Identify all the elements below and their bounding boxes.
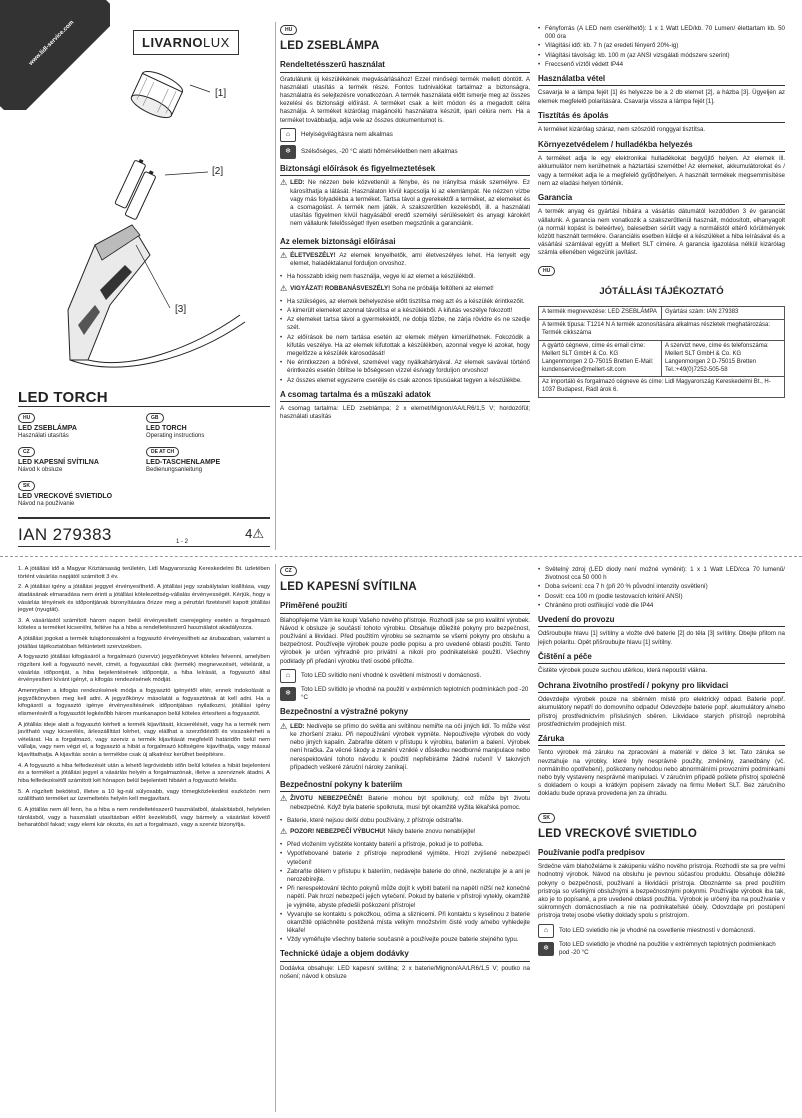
bottom-spread (0, 560, 802, 1118)
list-item: • Az előírások be nem tartása esetén az elemek mélyen kimerülhetnek. Fokozódik a kifutás veszélye. Ha az elemek kifutottak a készülékben, azonnal vegye ki azokat, hogy megelőzze a készülék károsodását! (280, 334, 530, 359)
country-badge: HU (18, 413, 35, 423)
paragraph: Tento výrobek má záruku na zpracování a materiál v délce 3 let. Tato záruka se nevztahuje na výrobky, které byly nesprávně použity, změněny, zanedbány (vč. normálního opotřebení), poškozeny nehodou nebo abnormálními provozními podmínkami nebo byly vystaveny nesprávné manipulaci. V záručním případě pošlete přístroj společně s dokladem o koupi a krátkým popisem závady na firmu Mellert SLT. Bez záručního dokladu bude oprava provedena jen za úhradu. (538, 749, 785, 798)
torch-illustration (40, 60, 260, 380)
cold-temperature-icon: ❄ (280, 687, 296, 701)
column-divider (275, 564, 276, 1112)
list-item: • Freccsenő víztől védett IP44 (538, 61, 785, 69)
heading: Uvedení do provozu (538, 615, 785, 628)
term: 1. A jótállási idő a Magyar Köztársaság területén, Lidl Magyarország Kereskedelmi Bt. üzletében történt vásárlás napjától számított 3 év. (18, 566, 270, 580)
term: A fogyasztó jótállási kifogásáról a forgalmazó (szerviz) jegyzőkönyvet köteles felvenni, amelyben rögzíteni kell a fogyasztó nevét, címét, a fogyasztási cikk (termék) megnevezését, vételárát, a vásárlás időpontját, a hiba bejelentésének időpontját, a hiba leírását, a fogyasztó által érvényesíteni kívánt igényt, a kifogás rendezésének módját. (18, 654, 270, 684)
term: 6. A jótállás nem áll fenn, ha a hiba a nem rendeltetésszerű használatból, átalakításból, helytelen tárolásból, vagy a használati utasításban előírt kezelésből, vagy bármely a vásárlást követő beharatóból fakad; vagy elemi kár okozta, és azt a forgalmazó, vagy a szerviz bizonyítja. (18, 806, 270, 829)
paragraph: A termék anyag és gyártási hibáira a vásárlás dátumától kezdődően 3 év garanciát vállalunk. A garancia nem vonatkozik a szakszerűtlenül használt, módosított, elhanyagolt (a normál kopást is beleértve), balesetben sérült vagy a normálistól eltérő körülmények között használt termékre. Garanciális esetben küldje el a készüléket a hiba leírásával és a vásárlási számlával együtt a Mellert SLT címére. A garancia igazolása nélkül kizárólag számla ellenében végezünk javítást. (538, 208, 785, 257)
term: 3. A vásárlástól számított három napon belül érvényesített cserejegény esetén a forgalmazó köteles a terméket kicserélni, feltéve ha a hiba a rendeltetésszerű használatot akadályozza. (18, 617, 270, 632)
heading: Bezpečnostní pokyny k bateriím (280, 780, 530, 793)
paragraph: A csomag tartalma: LED zseblámpa; 2 x elemet/Mignon/AA/LR6/1,5 V; hordozófül; használati utasítás (280, 405, 530, 421)
callout-1: [1] (215, 88, 227, 99)
warning: ⚠ ÉLETVESZÉLY! Az elemek lenyelhetők, ami életveszélyes lehet. Ha lenyelt egy elemet, haladéktalanul forduljon orvoshoz. (280, 251, 530, 268)
table-row: A termék megnevezése: LED ZSEBLÁMPA Gyártási szám: IAN 279383 (539, 307, 785, 320)
list-item: • Doba svícení: cca 7 h (při 20 % původní intenzity osvětlení) (538, 583, 785, 591)
product-title: LED TORCH (18, 389, 108, 406)
icon-note: ❄ Toto LED svítidlo je vhodné na použití v extrémních teplotních podmínkách pod -20 °C (280, 686, 530, 702)
batteries-part (112, 157, 160, 220)
warning: ⚠ VIGYÁZAT! ROBBANÁSVESZÉLY! Soha ne próbálja feltölteni az elemet! (280, 283, 494, 293)
language-item: HU LED ZSEBLÁMPA Használati utasítás (18, 415, 77, 439)
list-item: • Při nerespektování těchto pokynů může dojít k vybití baterií na napětí nižší než konečné napětí. Pak hrozí nebezpečí jejich vytečení. Pokud by baterie v přístroji vytekly, okamžitě je vyjměte, abyste předešli poškození přístroje! (280, 885, 530, 910)
table-row: A termék típusa: T1214 N A termék azonosítására alkalmas részletek meghatározása: Termék cikkszáma (539, 320, 785, 341)
section-title: LED KAPESNÍ SVÍTILNA (280, 581, 417, 593)
cold-temperature-icon: ❄ (538, 942, 554, 956)
info-title: JÓTÁLLÁSI TÁJÉKOZTATÓ (599, 285, 724, 297)
heading: Bezpečnostní a výstražné pokyny (280, 707, 530, 720)
warning-triangle-icon: ⚠ (280, 794, 288, 804)
list-item: • Vyvarujte se kontaktu s pokožkou, očima a sliznicemi. Při kontaktu s kyselinou z baterie okamžitě opláchněte postižená místa velkým množstvím čisté vody a/nebo vyhledejte lékaře! (280, 911, 530, 936)
paragraph: Odšroubujte hlavu [1] svítilny a vložte dvě baterie [2] do těla [3] svítilny. Dbejte přitom na jejich polaritu. Opět přišroubujte hlavu [1] svítilny. (538, 630, 785, 646)
icon-note: ⌂ Helyiségvilágításra nem alkalmas (280, 128, 530, 142)
torch-head-part (129, 67, 186, 122)
icon-note: ❄ Szélsőséges, -20 °C alatti hőmérsékletben nem alkalmas (280, 145, 530, 159)
brand-logo: LIVARNOLUX (133, 30, 239, 55)
warning-triangle-icon: ⚠ (280, 283, 288, 293)
heading: Rendeltetésszerű használat (280, 60, 530, 73)
icon-note: ⌂ Toto LED svietidlo nie je vhodné na osvetlenie miestností v domácnosti. (538, 924, 785, 938)
language-item: CZ LED KAPESNÍ SVÍTILNA Návod k obsluze (18, 449, 99, 473)
country-badge: GB (146, 413, 164, 423)
heading: Ochrana životního prostředí / pokyny pro likvidaci (538, 681, 785, 694)
heading: Čištění a péče (538, 652, 785, 665)
cz-column-main (280, 566, 530, 1114)
column-divider (275, 22, 276, 550)
country-badge: DE AT CH (146, 447, 179, 457)
warning-triangle-icon: ⚠ (280, 178, 288, 188)
torch-body-part (68, 225, 245, 367)
term: Amennyiben a kifogás rendezésének módja a fogyasztó igényétől eltér, ennek indokolását a jegyzőkönyvben meg kell adni. A jegyzőkönyv másolatát a fogyasztónak át kell adni. Ha a kifogásról a fogyasztó igénye érvényesítésének időpontjában nyilatkozni, jótállási igény elismeréséről a fogyasztót legkésőbb három munkanapon belül köteles értesíteni a fogyasztót. (18, 687, 270, 717)
list-item: • Chráněno proti ostřikující vodě dle IP44 (538, 602, 785, 610)
spec-list (538, 566, 785, 610)
table-row: Az importáló és forgalmazó cégneve és címe: Lidl Magyarország Kereskedelmi Bt., H-1037 Budapest, Rádl árok 6. (539, 377, 785, 398)
warning: ⚠ ŽIVOTU NEBEZPEČNÉ! Baterie mohou být spolknuty, což může být životu nebezpečné. Když byla baterie spolknuta, musí být okamžitě vyžita lékařská pomoc. (280, 794, 530, 811)
no-home-lighting-icon: ⌂ (280, 128, 296, 142)
heading: Technické údaje a objem dodávky (280, 949, 530, 962)
country-badge: HU (280, 25, 297, 35)
battery-list (280, 298, 530, 385)
page-range: 1 - 2 (176, 539, 189, 545)
cz-sk-column (530, 566, 785, 1114)
list-item: • A kimerült elemeket azonnal távolítsa el a készülékből. A kifutás veszélye fokozott! (280, 307, 530, 315)
list-item: • Světelný zdroj (LED diody není možné vyměnit): 1 x 1 Watt LED/cca 70 lumenů/životnost cca 50 000 h (538, 566, 785, 582)
heading: Tisztítás és ápolás (538, 111, 785, 124)
warning-triangle-icon: ⚠ (280, 827, 288, 836)
country-badge: CZ (280, 566, 297, 576)
warranty-table (538, 306, 785, 398)
warning-triangle-icon: ⚠ (280, 721, 288, 731)
term: 5. A rögzített bekötésű, illetve a 10 kg-nál súlyosabb, vagy tömegközlekedési eszközön nem szállítható terméket az üzemeltetés helyén kell megjavítani. (18, 788, 270, 803)
heading: A csomag tartalma és a műszaki adatok (280, 390, 530, 403)
list-item: • Dosvit: cca 100 m (podle testovacích kritérií ANSI) (538, 593, 785, 601)
warning: ⚠ LED: Nedívejte se přímo do světla ani svítilnou nemiřte na oči jiných lidí. To může vést ke zhoršení zraku. Při nepoužívání výrobek vypněte. Nepoužívejte výrobek do vody nebo jiných kapalin. Zabraňte dětem v přístupu k výrobku, bateriím a balení. Výrobek není hračka. Za věcné škody a zranění vzniklé v důsledku neodborné manipulace nebo nerespektování tohoto návodu k použití nepřebíráme žádné ručení! V takových případech veškeré záruční nároky zanikají. (280, 721, 530, 771)
paragraph: Csavarja le a lámpa fejét [1] és helyezze be a 2 db elemet [2], a házba [3]. Ügyeljen az elemek megfelelő polaritására. Csavarja vissza a lámpa fejét [1]. (538, 89, 785, 105)
list-item: • Vypotřebované baterie z přístroje neprodleně vyjměte. Hrozí zvýšené nebezpečí vytečení! (280, 850, 530, 866)
country-badge: HU (538, 266, 555, 276)
no-home-lighting-icon: ⌂ (280, 669, 296, 683)
paragraph: Gratulálunk új készülékének megvásárlásához! Ezzel minőségi termék mellett döntött. A használati utasítás a termék része. Fontos tudnivalókat tartalmaz a biztonságra, használatra és selejtezésre vonatkozóan. A termék használata előtt ismerje meg az összes kezelési és biztonsági előírást. A terméket csak a leírt módon és a megadott célra használja. A terméket kizárólag magáncélú használatra készült, ipari célúra nem. Ha a terméket továbbadja, adja vele az összes dokumentumot is. (280, 75, 530, 124)
warning: ⚠ POZOR! NEBEZPEČÍ VÝBUCHU! Nikdy baterie znovu nenabíjejte! (280, 827, 476, 836)
heading: Garancia (538, 193, 785, 206)
heading: Környezetvédelem / hulladékba helyezés (538, 140, 785, 153)
language-item: DE AT CH LED-TASCHENLAMPE Bedienungsanleitung (146, 449, 221, 473)
paragraph: Odevzdejte výrobek pouze na sběrném místě pro elektrický odpad. Baterie popř. akumulátory nepatří do domovního odpadu! Odevzdejte baterie popř. akumulátory a/nebo přístroj prostřednictvím příslušných sběren. Likvidace starých přístrojů neprobíhá prostřednictvím prodejních míst. (538, 696, 785, 728)
battery-list (280, 841, 530, 944)
paragraph: A terméket adja le egy elektronikai hulladékokat begyűjtő helyen. Az elemek ill. akkumulátor nem kerülhetnek a háztartási szemétbe! Az elemeket, akkumulátorokat és / vagy a terméket adja le a megfelelő gyűjtőhelyen. A használt termékek megsemmisítése nem az eladási helyen történik. (538, 155, 785, 187)
hu-column-main (280, 25, 530, 553)
table-row: A gyártó cégneve, címe és email címe: Mellert SLT GmbH & Co. KG Langenmorgen 2 D-75015 Bretten E-Mail: kundenservice@mellert-slt.com A szervizt neve, címe és telefonszáma: Mellert SLT GmbH & Co. KG Langenmorgen 2 D-75015 Bretten Tel.:+49(0)7252-505-58 (539, 340, 785, 377)
list-item: • Baterie, které nejsou delší dobu používány, z přístroje odstraňte. (280, 817, 530, 825)
spec-list (538, 25, 785, 69)
warning: ⚠ LED: Ne nézzen bele közvetlenül a fénybe, és ne irányítsa másik személyre. Ez károsíthatja a látását. Használaton kívül kapcsolja ki az elemlámpát. Ne nézzen vízbe vagy más folyadékba a terméket. Tartsa távol a gyerekektől a terméket, az elemeket és a csomagolást. A termék nem játék. A szakszerűtlen kezelésből, ill. a használati utasítás figyelmen kívül hagyásából eredő személyi sérülésekért és anyagi károkért nem vállalunk felelősséget! Ilyen esetben megszűnik a garanciánk. (280, 178, 530, 228)
term: 2. A jótállási igény a jótállási jeggyel érvényesíthető. A jótállási jegy szabálytalan kiállítása, vagy átadásának elmaradása nem érinti a jótállási kötelezettség-vállalás érvényességét. Kérjük, hogy a vásárlás tényének és időpontjának bizonyítására őrizze meg a pénztári fizetésnél kapott jótállási jegyet (nyugtát). (18, 584, 270, 614)
paragraph: Dodávka obsahuje: LED kapesní svítilna; 2 x baterie/Mignon/AA/LR6/1,5 V; poutko na nošení; návod k obsluze (280, 964, 530, 981)
list-item: • Az összes elemet egyszerre cserélje és csak azonos típusúakat tegyen a készülékbe. (280, 377, 530, 385)
language-item: GB LED TORCH Operating instructions (146, 415, 205, 439)
heading: Biztonsági előírások és figyelmeztetések (280, 164, 530, 177)
top-spread (0, 0, 802, 555)
language-list (18, 413, 270, 513)
section-title: LED VRECKOVÉ SVIETIDLO (538, 827, 698, 840)
callout-2: [2] (212, 166, 224, 177)
cold-temperature-icon: ❄ (280, 145, 296, 159)
heading: Používanie podľa predpisov (538, 848, 785, 861)
list-item: • Fényforrás (A LED nem cserélhető): 1 x 1 Watt LED/kb. 70 Lumen/ élettartam kb. 50 000 óra (538, 25, 785, 41)
icon-note: ❄ Toto LED svietidlo je vhodné na použitie v extrémnych teplotných podmienkach pod -20 °C (538, 941, 785, 957)
paragraph: Blahopřejeme Vám ke koupi Vašeho nového přístroje. Rozhodli jste se pro kvalitní výrobek. Návod k obsluze je součástí tohoto výrobku. Obsahuje důležité pokyny pro bezpečnost, používání a likvidaci. Před použitím výrobku se seznamte se všemi pokyny pro obsluhu a bezpečnost. Používejte výrobek pouze podle popisu a pro uvedené oblasti použití. Tento výrobek je určen výhradně pro privátní a nikoli pro podnikatelské použití. Všechny podklady při předání výrobku třetí osobě přiložte. (280, 616, 530, 665)
hu-guarantee-terms (18, 566, 270, 1114)
list-item: • Před vložením vyčistěte kontakty baterií a přístroje, pokud je to potřeba. (280, 841, 530, 849)
list-item: • Ha szükséges, az elemek behelyezése előtt tisztítsa meg azt és a készülék érintkezőit. (280, 298, 530, 306)
list-item: • Világítási távolság: kb. 100 m (az ANSI vizsgálati módszere szerint) (538, 52, 785, 60)
divider (18, 406, 270, 407)
list-item: • Ha hosszabb ideig nem használja, vegye ki az elemet a készülékből. (280, 273, 530, 281)
term: A jótállás ideje alatt a fogyasztó kérheti a termék kijavítását, kicserélését, vagy ha a termék nem javítható vagy kicserélés, árleszállítást kérhet, vagy elállhat a szerződéstől és visszakérheti a vételárat. Ha a forgalmazó, vagy szerviz a termék kijavítását megfelelő határidőn belül nem vállalja, vagy nem végzi el, a fogyasztó a hibát a forgalmazó költségére kijavíthatja, vagy mással kijavíttathatja. A kijavítás során a termékbe csak új alkatrész kerülhet beépítésre. (18, 721, 270, 759)
language-item: SK LED VRECKOVÉ SVIETIDLO Návod na používanie (18, 483, 113, 507)
term: A jótállási jogokat a termék tulajdonosaként a fogyasztó érvényesítheti az árubazaban, valamint a jótállási tájékoztatóban feltüntetett szervizekben. (18, 636, 270, 650)
warning-triangle-icon: ⚠ (280, 251, 288, 261)
ian-box (18, 517, 270, 547)
country-badge: SK (538, 813, 555, 823)
paragraph: Čistěte výrobek pouze suchou utěrkou, která nepouští vlákna. (538, 667, 708, 675)
no-home-lighting-icon: ⌂ (538, 924, 554, 938)
section-title: LED ZSEBLÁMPA (280, 40, 380, 52)
website-label: www.lidl-service.com (28, 19, 76, 67)
term: 4. A fogyasztó a hiba felfedezését után a lehető legrövidebb időn belül köteles a hibát bejelenteni és a terméket a jótállási jegyel a vásárlás helyén a forgalmazónak, illetve a szerviznek átadni. A hiba felfedezésétől számított két hónapon belül bejelentett hibáért a fogyasztó felelős. (18, 762, 270, 785)
heading: Az elemek biztonsági előírásai (280, 237, 530, 250)
paragraph: A terméket kizárólag száraz, nem szöszölő ronggyal tisztítsa. (538, 126, 706, 134)
list-item: • Vždy vyměňujte všechny baterie současně a používejte pouze baterie stejného typu. (280, 936, 530, 944)
heading: Használatba vétel (538, 74, 785, 87)
country-badge: CZ (18, 447, 35, 457)
hu-column-right (530, 25, 785, 553)
callout-3: [3] (175, 304, 187, 315)
list-item: • Világítási idő: kb. 7 h (az eredeti fényerő 20%-ig) (538, 42, 785, 50)
list-item: • Az elemeket tartsa távol a gyermekektől, ne dobja tűzbe, ne zárja rövidre és ne szedje szét. (280, 316, 530, 332)
ian-number: IAN 279383 (18, 525, 112, 544)
country-badge: SK (18, 481, 35, 491)
list-item: • Ne érintkezzen a bőrével, szemével vagy nyálkahártyával. Az elemek savával történő érintkezés esetén öblítse le bőségesen vízzel és/vagy forduljon orvoshoz! (280, 359, 530, 375)
warning-triangle-icon: ⚠ (252, 526, 264, 541)
list-item: • Zabraňte dětem v přístupu k bateriím, nedávejte baterie do ohně, nezkratujte je a ani je nerozebírejte. (280, 868, 530, 884)
paragraph: Srdečne vám blahoželáme k zakúpeniu vášho nového prístroja. Rozhodli ste sa pre veľmi hodnotný výrobok. Návod na obsluhu je pevnou súčasťou produktu. Obsahuje dôležité pokyny o bezpečnosti, používaní a likvidácii prístroja. Oboznámte sa pred použitím prístroja so všetkými obslužnými a bezpečnostnými pokynmi. Používajte výrobok iba tak, ako je to popísané, a pre uvedené oblasti použitia. Výrobok je určený iba na používanie v súkromných domácnostiach a nie na podnikateľské účely. Odovzdajte pri postúpení prístroja tretej osobe všetky doklady spolu s prístrojom. (538, 863, 785, 920)
fold-line (0, 556, 802, 557)
heading: Záruka (538, 734, 785, 747)
warning-count: 4⚠ (245, 526, 264, 541)
icon-note: ⌂ Toto LED svítidlo není vhodné k osvětlení místností v domácnosti. (280, 669, 530, 683)
heading: Přiměřené použití (280, 601, 530, 614)
